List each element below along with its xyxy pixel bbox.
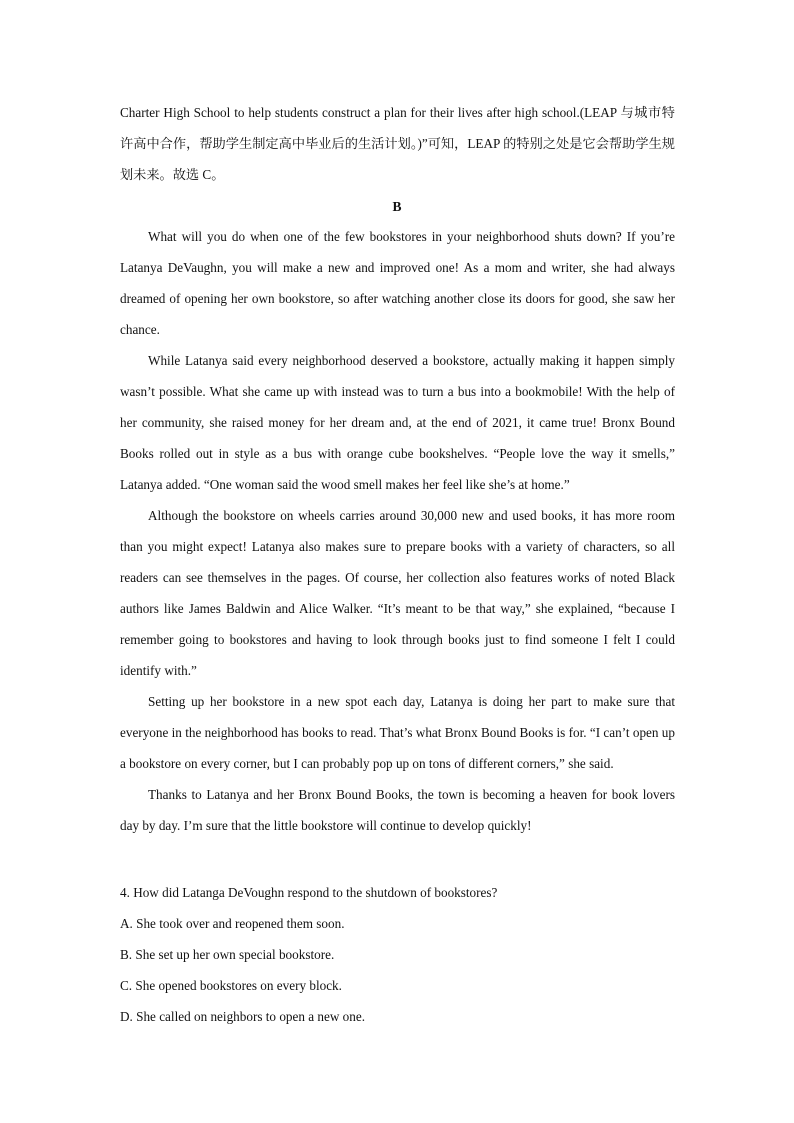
- answer-explanation-paragraph: Charter High School to help students construct a plan for their lives after high school.(LEAP 与城市特许高中合作，帮助学生制定高中毕业后的生活计划。)”可知，LEAP 的特别之处是它会帮助学生规划未来。故选 C。: [120, 105, 675, 182]
- question-stem: 4. How did Latanga DeVoughn respond to the shutdown of bookstores?: [120, 885, 498, 900]
- reading-passage: [120, 221, 675, 841]
- option-a: A. She took over and reopened them soon.: [120, 916, 345, 931]
- passage-paragraph-3: Although the bookstore on wheels carries around 30,000 new and used books, it has more room than you might expect! Latanya also makes sure to prepare books with a variety of characters, so all readers can see themselves in the pages. Of course, her collection also features works of noted Black authors like James Baldwin and Alice Walker. “It’s meant to be that way,” she explained, “because I remember going to bookstores and having to look through books just to find someone I felt I could identify with.”: [120, 508, 675, 678]
- passage-paragraph-1: What will you do when one of the few bookstores in your neighborhood shuts down? If you’re Latanya DeVaughn, you will make a new and improved one! As a mom and writer, she had always dreamed of opening her own bookstore, so after watching another close its doors for good, she saw her chance.: [120, 229, 675, 337]
- section-title: B: [392, 199, 402, 214]
- passage-paragraph-4: Setting up her bookstore in a new spot each day, Latanya is doing her part to make sure that everyone in the neighborhood has books to read. That’s what Bronx Bound Books is for. “I can’t open up a bookstore on every corner, but I can probably pop up on tons of different corners,” she said.: [120, 694, 675, 771]
- option-c: C. She opened bookstores on every block.: [120, 978, 342, 993]
- passage-paragraph-2: While Latanya said every neighborhood deserved a bookstore, actually making it happen simply wasn’t possible. What she came up with instead was to turn a bus into a bookmobile! With the help of her community, she raised money for her dream and, at the end of 2021, it came true! Bronx Bound Books rolled out in style as a bus with orange cube bookshelves. “People love the way it smells,” Latanya added. “One woman said the wood smell makes her feel like she’s at home.”: [120, 353, 675, 492]
- question-block: [120, 877, 675, 1032]
- option-d: D. She called on neighbors to open a new one.: [120, 1009, 366, 1024]
- passage-paragraph-5: Thanks to Latanya and her Bronx Bound Books, the town is becoming a heaven for book lovers day by day. I’m sure that the little bookstore will continue to develop quickly!: [120, 787, 675, 833]
- option-b: B. She set up her own special bookstore.: [120, 947, 335, 962]
